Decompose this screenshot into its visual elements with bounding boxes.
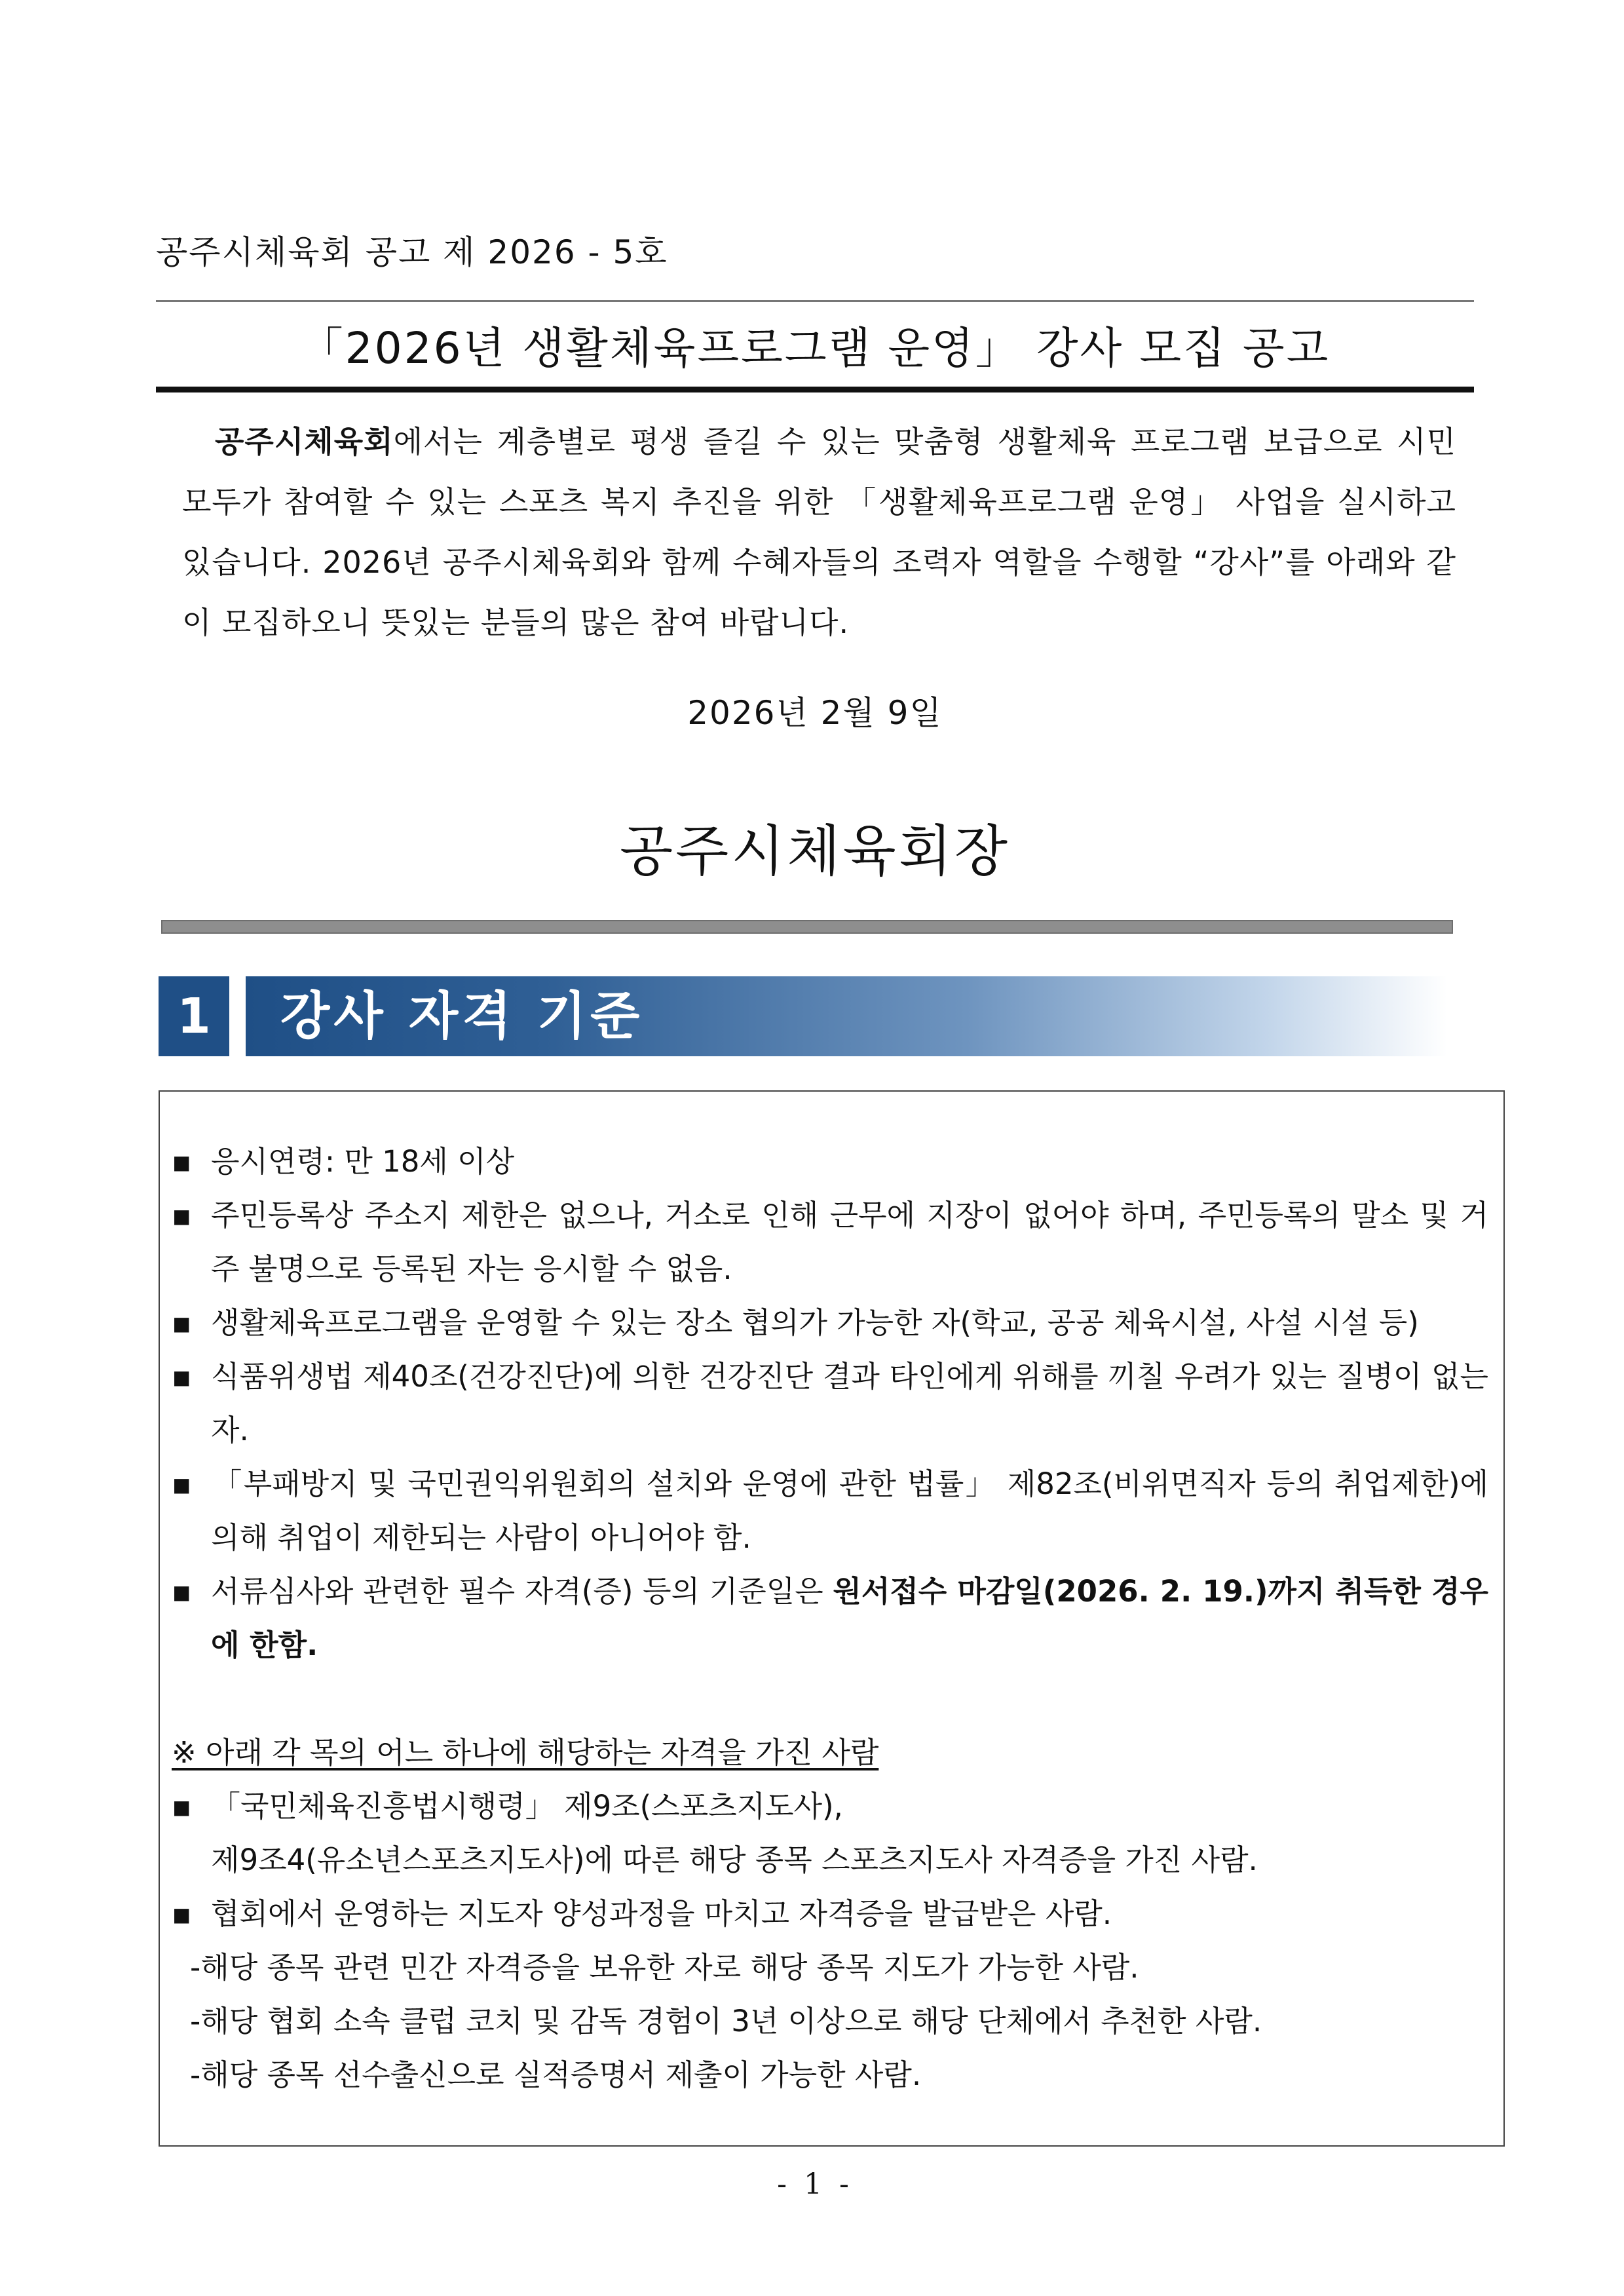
title-underline [156,387,1474,392]
list-item-continuation: 제9조4(유소년스포츠지도사)에 따른 해당 종목 스포츠지도사 자격증을 가진 사람. [211,1843,1258,1877]
dash-item: -해당 종목 관련 민간 자격증을 보유한 자로 해당 종목 지도가 가능한 사람. [190,1950,1139,1985]
list-item [172,1565,1488,1672]
list-item: ▪ 식품위생법 제40조(건강진단)에 의한 건강진단 결과 타인에게 위해를 끼칠 우려가 있는 질병이 없는 자. [172,1350,1488,1457]
header-divider [156,300,1474,302]
qualification-content [172,1135,1488,2102]
document-title: 「2026년 생활체육프로그램 운영」 강사 모집 공고 [299,323,1331,373]
deadline-highlight: 원서접수 마감일(2026. 2. 19.)까지 취득한 경우에 한함. [211,1574,1488,1662]
list-item: ▪ 응시연령: 만 18세 이상 [172,1135,1488,1189]
qualification-heading: ※ 아래 각 목의 어느 하나에 해당하는 자격을 가진 사람 [172,1735,879,1770]
section-title: 강사 자격 기준 [280,987,644,1046]
list-item: ▪ 「부패방지 및 국민권익위원회의 설치와 운영에 관한 법률」 제82조(비위면직자 등의 취업제한)에 의해 취업이 제한되는 사람이 아니어야 함. [172,1457,1488,1565]
intro-text: 에서는 계층별로 평생 즐길 수 있는 맞춤형 생활체육 프로그램 보급으로 시민 모두가 참여할 수 있는 스포츠 복지 추진을 위한 「생활체육프로그램 운영」 사업을 실시하고 있습니다. 2026년 공주시체육회와 함께 수혜자들의 조력자 역할을 수행할 “강사”를 아래와 같이 모집하오니 뜻있는 분들의 많은 참여 바랍니다. [182,424,1456,640]
issuer-name: 공주시체육회장 [619,819,1010,883]
announcement-date: 2026년 2월 9일 [687,694,943,732]
dash-item: -해당 종목 선수출신으로 실적증명서 제출이 가능한 사람. [190,2057,922,2092]
intro-paragraph [182,411,1456,653]
section-separator-bar [161,920,1453,934]
list-item: ▪ 생활체육프로그램을 운영할 수 있는 장소 협의가 가능한 자(학교, 공공 체육시설, 사설 시설 등) [172,1296,1488,1350]
notice-number: 공주시체육회 공고 제 2026 - 5호 [156,233,668,271]
dash-item: -해당 협회 소속 클럽 코치 및 감독 경험이 3년 이상으로 해당 단체에서 추천한 사람. [190,2004,1262,2038]
intro-org-name: 공주시체육회 [215,424,394,459]
list-item-text: 서류심사와 관련한 필수 자격(증) 등의 기준일은 [211,1574,833,1609]
list-item: ▪ 「국민체육진흥법시행령」 제9조(스포츠지도사), [172,1780,1488,1833]
list-item: ▪ 주민등록상 주소지 제한은 없으나, 거소로 인해 근무에 지장이 없어야 하며, 주민등록의 말소 및 거주 불명으로 등록된 자는 응시할 수 없음. [172,1189,1488,1296]
section-number-badge: 1 [159,976,229,1056]
page-number: - 1 - [777,2168,853,2201]
list-item: ▪ 협회에서 운영하는 지도자 양성과정을 마치고 자격증을 발급받은 사람. [172,1887,1488,1941]
